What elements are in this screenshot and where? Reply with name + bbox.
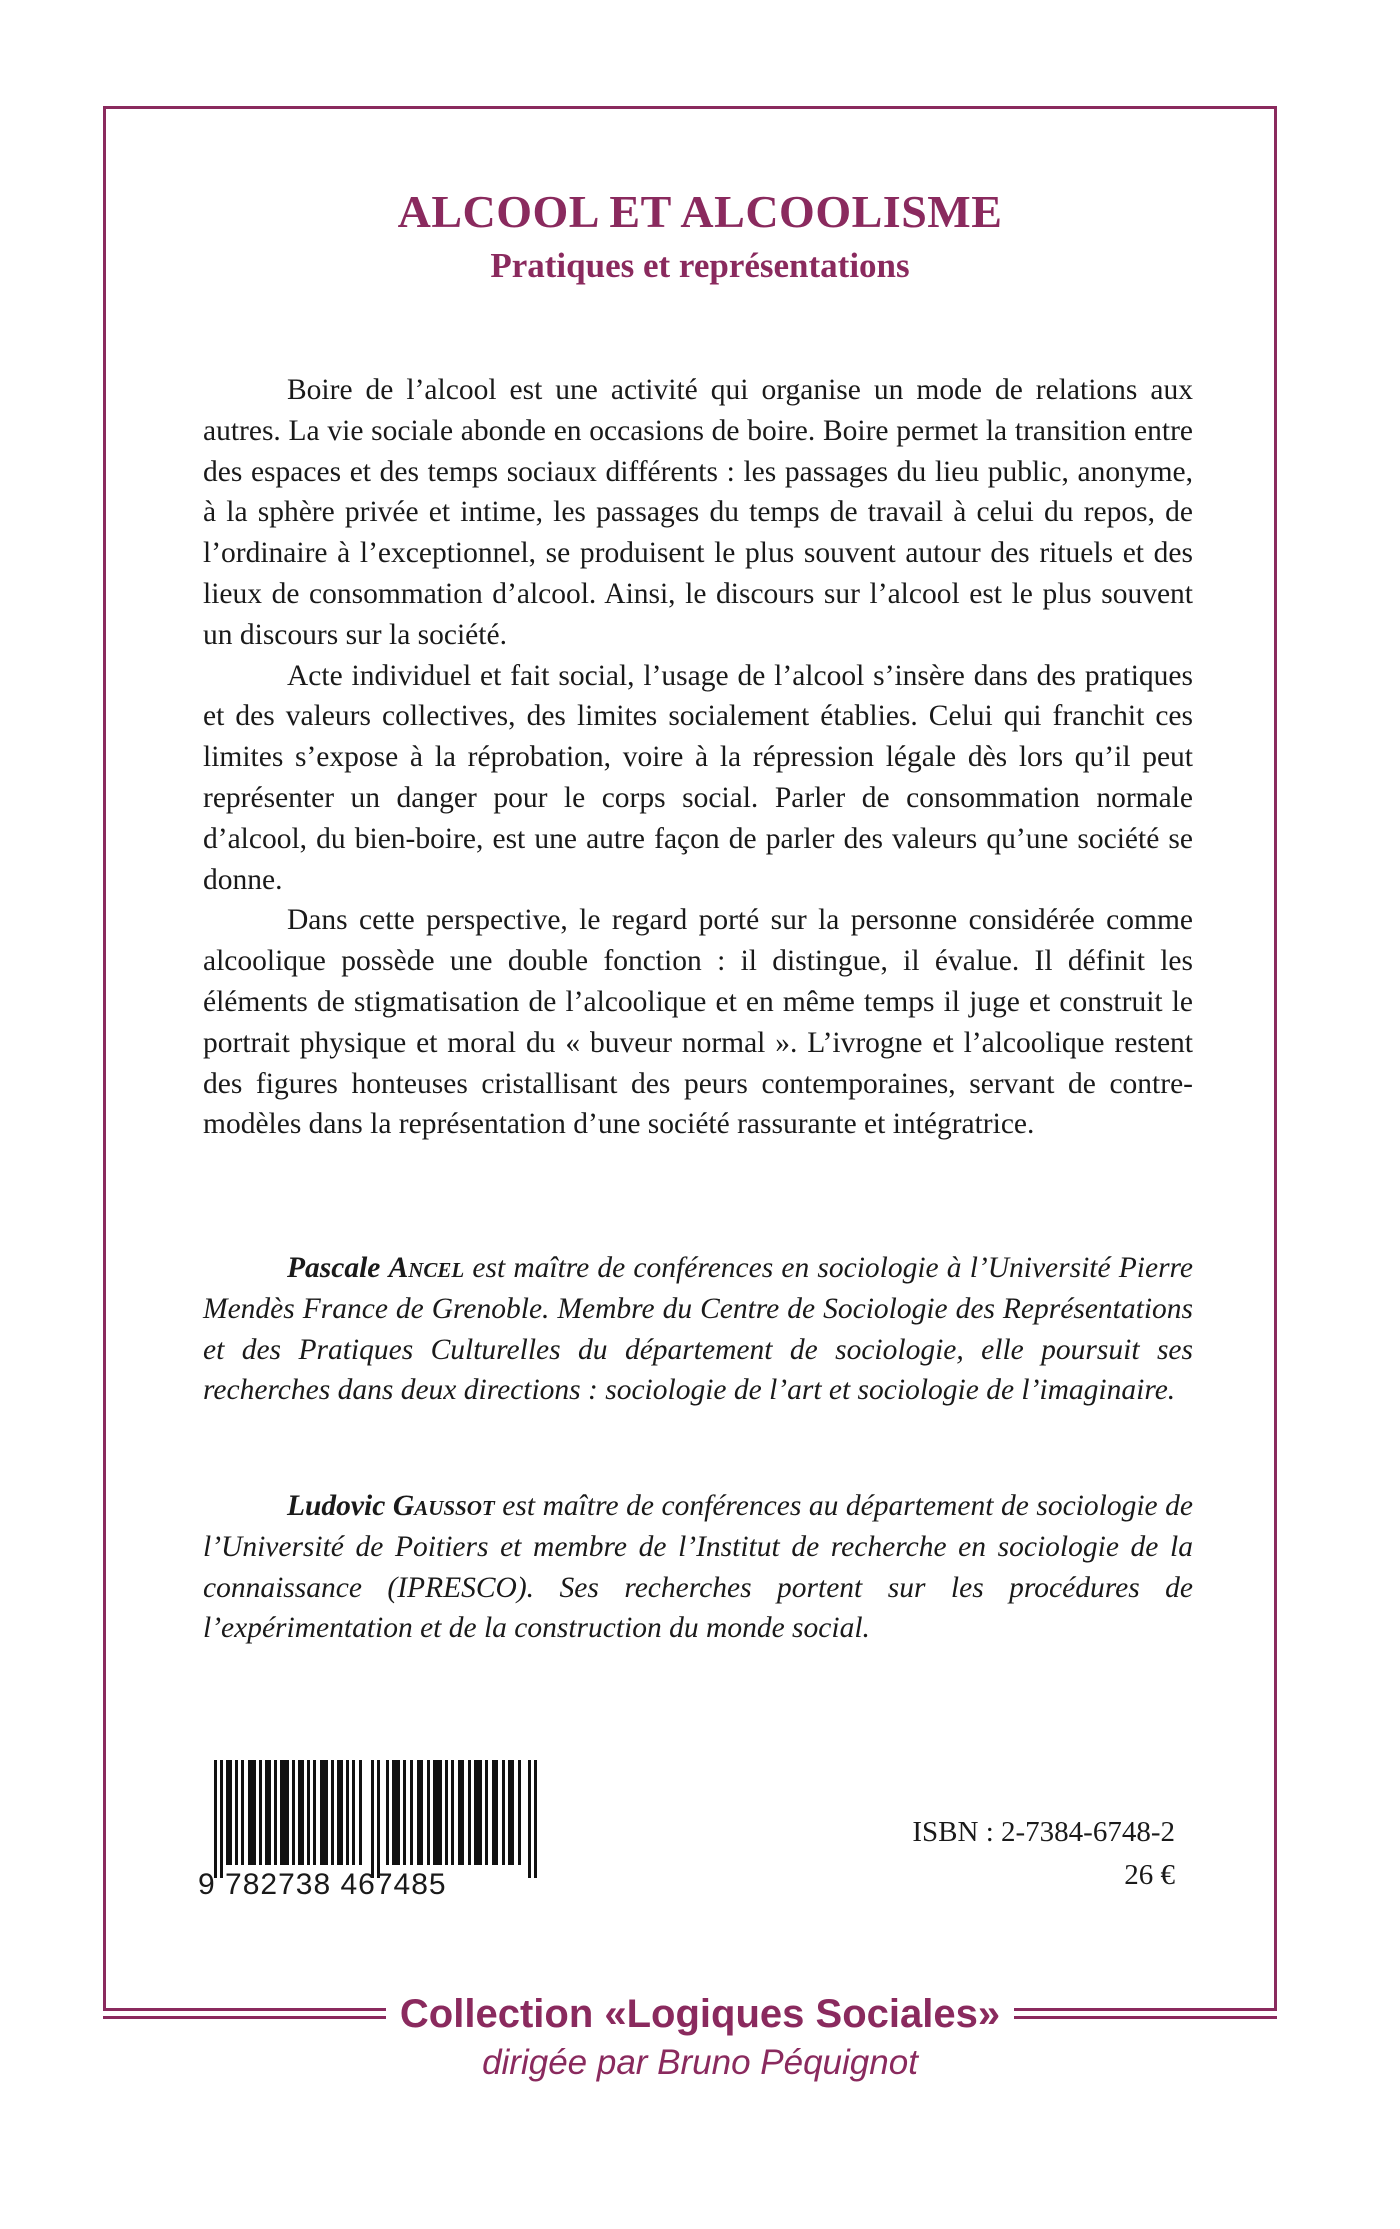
author-last-name: Ancel [388, 1252, 465, 1284]
author-bio-gaussot [203, 1486, 1193, 1649]
barcode-digits: 9 782738 467485 [198, 1868, 447, 1901]
collection-title-text: Collection «Logiques Sociales» [386, 1992, 1014, 2036]
author-last-name: Gaussot [392, 1490, 495, 1522]
summary-paragraph: Dans cette perspective, le regard porté sur la personne considérée comme alcoolique possède une double fonction : il distingue, il évalue. Il définit les éléments de stigmatisation de l’alcoolique et en même temps il juge et construit le portrait physique et moral du « buveur normal ». L’ivrogne et l’alcoolique restent des figures honteuses cristallisant des peurs contemporaines, servant de contre-modèles dans la représentation d’une société rassurante et intégratrice. [203, 904, 1193, 1141]
book-title: ALCOOL ET ALCOOLISME [397, 186, 1003, 237]
barcode-icon [214, 1760, 537, 1878]
summary-text [203, 370, 1193, 1145]
isbn: ISBN : 2-7384-6748-2 [912, 1816, 1175, 1848]
author-bio-text: est maître de conférences en sociologie à l’Université Pierre Mendès France de Grenoble. Membre du Centre de Sociologie des Représentations et des Pratiques Culturelles du département de sociologie, elle poursuit ses recherches dans deux directions : sociologie de l’art et sociologie de l’imaginaire. [203, 1252, 1194, 1407]
author-first-name: Pascale [287, 1252, 381, 1284]
author-first-name: Ludovic [287, 1490, 386, 1522]
book-subtitle: Pratiques et représentations [490, 246, 910, 285]
summary-paragraph: Acte individuel et fait social, l’usage de l’alcool s’insère dans des pratiques et des valeurs collectives, des limites socialement établies. Celui qui franchit ces limites s’expose à la réprobation, voire à la répression légale dès lors qu’il peut représenter un danger pour le corps social. Parler de consommation normale d’alcool, du bien-boire, est une autre façon de parler des valeurs qu’une société se donne. [203, 659, 1193, 896]
summary-paragraph: Boire de l’alcool est une activité qui organise un mode de relations aux autres. La vie sociale abonde en occasions de boire. Boire permet la transition entre des espaces et des temps sociaux différents : les passages du lieu public, anonyme, à la sphère privée et intime, les passages du temps de travail à celui du repos, de l’ordinaire à l’exceptionnel, se produisent le plus souvent autour des rituels et des lieux de consommation d’alcool. Ainsi, le discours sur l’alcool est le plus souvent un discours sur la société. [203, 374, 1193, 651]
author-bio-ancel [203, 1248, 1193, 1411]
author-bio-text: est maître de conférences au département de sociologie de l’Université de Poitiers et membre de l’Institut de recherche en sociologie de la connaissance (IPRESCO). Ses recherches portent sur les procédures de l’expérimentation et de la construction du monde social. [203, 1490, 1194, 1645]
collection-title [0, 1992, 1400, 2037]
price: 26 € [1124, 1859, 1175, 1891]
collection-director: dirigée par Bruno Péquignot [482, 2043, 918, 2082]
